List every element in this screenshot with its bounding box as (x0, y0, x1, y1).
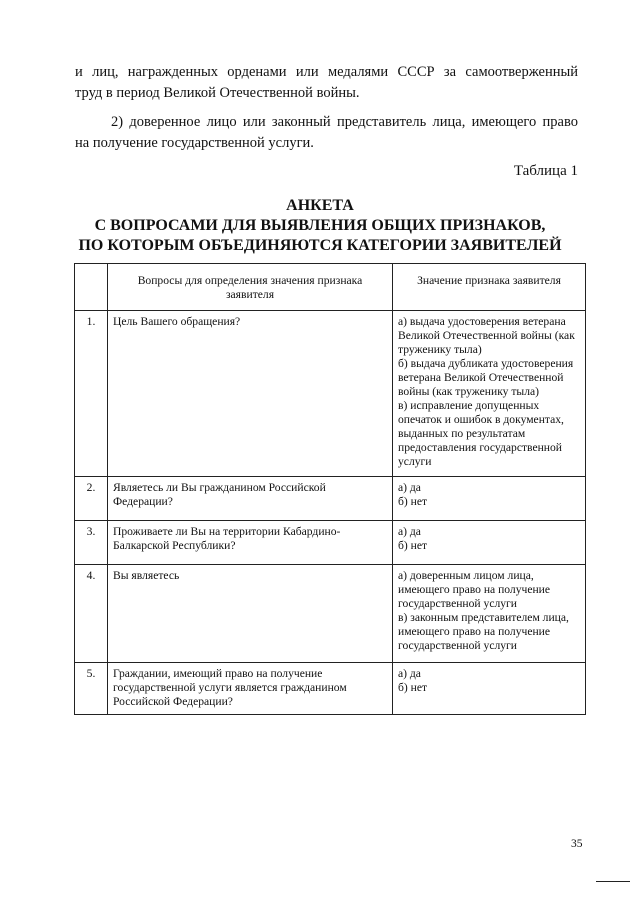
row-number: 2. (75, 477, 108, 521)
answer-option: б) выдача дубликата удостоверения ветерана Великой Отечественной войны (как труженику тыла) (398, 357, 574, 398)
paragraph-line: 2) доверенное лицо или законный представитель лица, имеющего право (111, 114, 578, 130)
answer-cell (393, 565, 586, 663)
table-row (75, 663, 586, 715)
table-row (75, 311, 586, 477)
document-title (0, 196, 640, 256)
answer-option: а) да (398, 525, 421, 538)
table-row (75, 565, 586, 663)
answer-option: в) исправление допущенных опечаток и ошибок в документах, выданных по результатам предоставления государственной услуги (398, 399, 564, 468)
answer-cell (393, 477, 586, 521)
answer-option: б) нет (398, 495, 428, 508)
page-number: 35 (571, 838, 583, 850)
table-header-row (75, 264, 586, 311)
table-row (75, 521, 586, 565)
table-row (75, 477, 586, 521)
scan-edge-mark (596, 881, 630, 882)
answer-option: а) доверенным лицом лица, имеющего право на получение государственной услуги (398, 569, 551, 610)
answer-option: б) нет (398, 539, 428, 552)
row-number: 3. (75, 521, 108, 565)
header-cell-number (75, 264, 108, 311)
question-cell: Проживаете ли Вы на территории Кабардино-Балкарской Республики? (108, 521, 393, 565)
answer-cell (393, 663, 586, 715)
question-cell: Вы являетесь (108, 565, 393, 663)
answer-option: а) да (398, 481, 421, 494)
question-cell: Являетесь ли Вы гражданином Российской Федерации? (108, 477, 393, 521)
answer-option: а) выдача удостоверения ветерана Великой Отечественной войны (как труженику тыла) (398, 315, 575, 356)
answer-option: а) да (398, 667, 421, 680)
question-cell: Цель Вашего обращения? (108, 311, 393, 477)
answer-cell (393, 521, 586, 565)
paragraph-line: на получение государственной услуги. (75, 135, 314, 151)
title-line: ПО КОТОРЫМ ОБЪЕДИНЯЮТСЯ КАТЕГОРИИ ЗАЯВИТЕЛЕЙ (78, 237, 562, 254)
row-number: 4. (75, 565, 108, 663)
title-line: АНКЕТА (286, 197, 354, 214)
title-line: С ВОПРОСАМИ ДЛЯ ВЫЯВЛЕНИЯ ОБЩИХ ПРИЗНАКОВ, (94, 217, 546, 234)
paragraph-continuation (75, 62, 578, 104)
answer-option: б) нет (398, 681, 428, 694)
header-cell-answer: Значение признака заявителя (393, 264, 586, 311)
paragraph-item-2 (75, 112, 578, 154)
row-number: 1. (75, 311, 108, 477)
survey-table (74, 263, 586, 715)
answer-cell (393, 311, 586, 477)
paragraph-line: труд в период Великой Отечественной войны. (75, 85, 360, 101)
table-label: Таблица 1 (513, 163, 578, 179)
answer-option: в) законным представителем лица, имеющего право на получение государственной услуги (398, 611, 569, 652)
paragraph-line: и лиц, награжденных орденами или медалями СССР за самоотверженный (75, 64, 578, 80)
question-cell: Граждании, имеющий право на получение государственной услуги является гражданином Российской Федерации? (108, 663, 393, 715)
header-cell-question: Вопросы для определения значения признака заявителя (108, 264, 393, 311)
row-number: 5. (75, 663, 108, 715)
